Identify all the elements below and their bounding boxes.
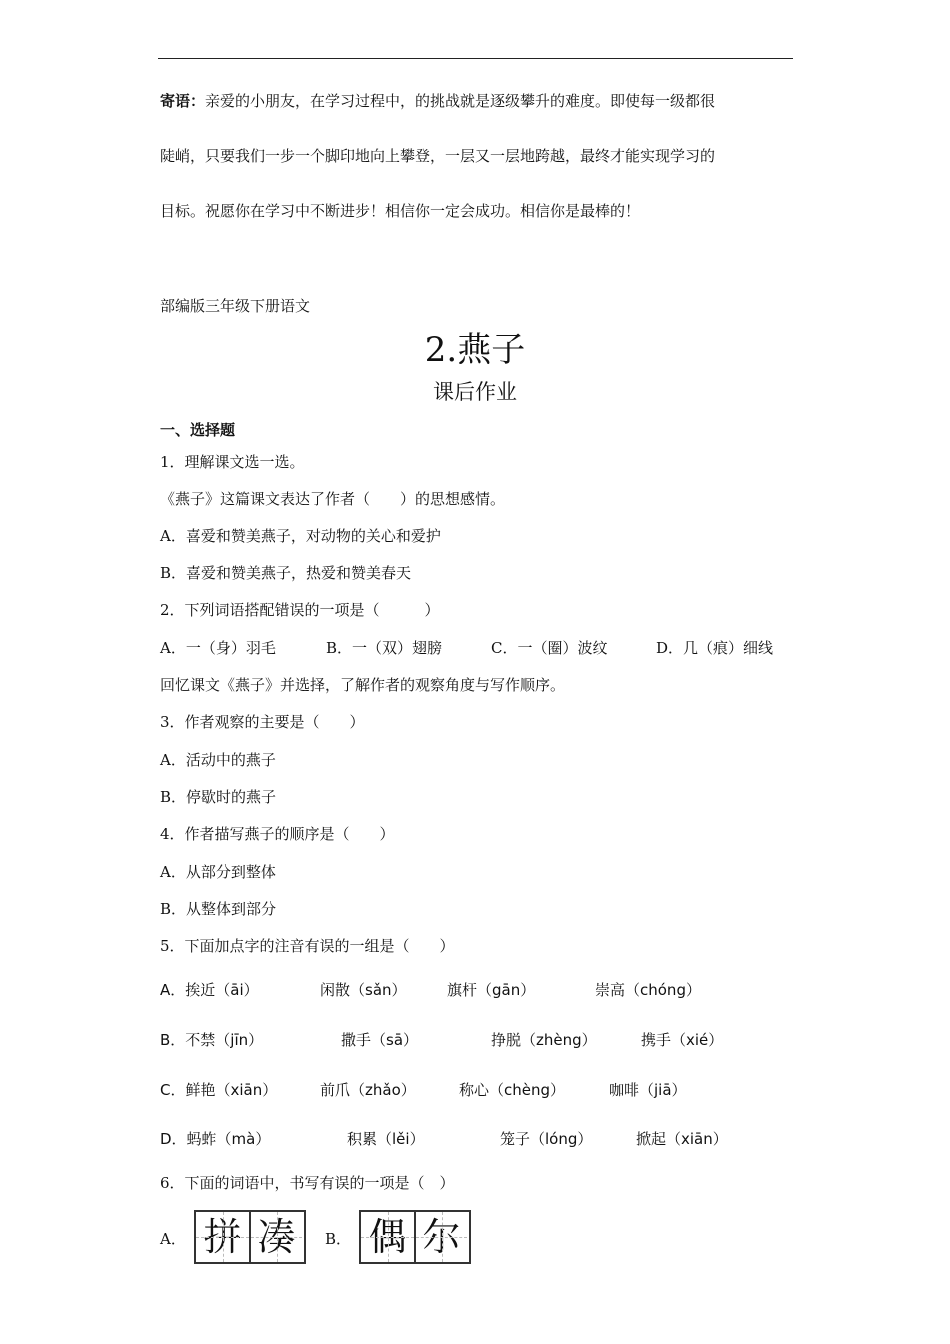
section-heading: 一、选择题 [160,421,236,439]
recall-instruction: 回忆课文《燕子》并选择，了解作者的观察角度与写作顺序。 [160,676,566,694]
q5-a-word-2: 闲散（sǎn） [320,981,407,999]
q4-option-b: B．从整体到部分 [160,900,277,918]
q1-option-a: A．喜爱和赞美燕子，对动物的关心和爱护 [160,527,441,545]
q5-d-word-4: 掀起（xiān） [636,1130,728,1148]
q5-c-word-1: C．鲜艳（xiān） [160,1081,278,1099]
q3-option-b: B．停歇时的燕子 [160,788,277,806]
q2-option-b: B．一（双）翅膀 [326,639,443,657]
header-rule [158,58,793,59]
q5-stem: 5．下面加点字的注音有误的一组是（ ） [160,937,455,955]
motto-line-1 [160,90,800,111]
homework-heading: 课后作业 [433,380,517,404]
q6-b-char-1: 偶 [361,1212,414,1262]
q5-c-word-4: 咖啡（jiā） [609,1081,687,1099]
q6-a-char-2: 凑 [249,1212,302,1262]
q5-d-word-1: D．蚂蚱（mà） [160,1130,271,1148]
q3-stem: 3．作者观察的主要是（ ） [160,713,365,731]
q5-b-word-2: 撒手（sā） [341,1031,419,1049]
q2-stem: 2．下列词语搭配错误的一项是（ ） [160,601,440,619]
q5-a-word-1: A．挨近（āi） [160,981,259,999]
q2-option-a: A．一（身）羽毛 [160,639,276,657]
q6-option-b-grid [359,1210,471,1264]
q5-c-word-2: 前爪（zhǎo） [320,1081,416,1099]
q5-a-word-3: 旗杆（gān） [447,981,536,999]
q3-option-a: A．活动中的燕子 [160,751,276,769]
q1-stem: 1．理解课文选一选。 [160,453,305,471]
motto-line-2: 陡峭，只要我们一步一个脚印地向上攀登，一层又一层地跨越，最终才能实现学习的 [160,147,716,165]
motto-text-1: 亲爱的小朋友，在学习过程中，的挑战就是逐级攀升的难度。即使每一级都很 [205,92,716,110]
q1-sub: 《燕子》这篇课文表达了作者（ ）的思想感情。 [160,490,506,508]
q4-option-a: A．从部分到整体 [160,863,276,881]
textbook-subtitle: 部编版三年级下册语文 [160,297,311,315]
q6-a-char-1: 拼 [196,1212,249,1262]
q5-b-word-4: 携手（xié） [641,1031,724,1049]
lesson-title: 2.燕子 [424,330,526,370]
motto-label: 寄语： [160,92,206,110]
q4-stem: 4．作者描写燕子的顺序是（ ） [160,825,395,843]
q2-option-c: C．一（圈）波纹 [491,639,608,657]
q5-c-word-3: 称心（chèng） [459,1081,566,1099]
q5-b-word-3: 挣脱（zhèng） [491,1031,597,1049]
q5-a-word-4: 崇高（chóng） [595,981,701,999]
q6-option-a-grid [194,1210,306,1264]
q6-option-a-label: A． [160,1230,186,1248]
q5-d-word-3: 笼子（lóng） [500,1130,593,1148]
q5-b-word-1: B．不禁（jīn） [160,1031,264,1049]
q6-stem: 6．下面的词语中，书写有误的一项是（ ） [160,1174,455,1192]
q2-option-d: D．几（痕）细线 [656,639,774,657]
q6-option-b-label: B． [325,1230,352,1248]
motto-line-3: 目标。祝愿你在学习中不断进步！相信你一定会成功。相信你是最棒的！ [160,202,641,220]
q1-option-b: B．喜爱和赞美燕子，热爱和赞美春天 [160,564,412,582]
q6-b-char-2: 尔 [414,1212,467,1262]
q5-d-word-2: 积累（lěi） [347,1130,425,1148]
